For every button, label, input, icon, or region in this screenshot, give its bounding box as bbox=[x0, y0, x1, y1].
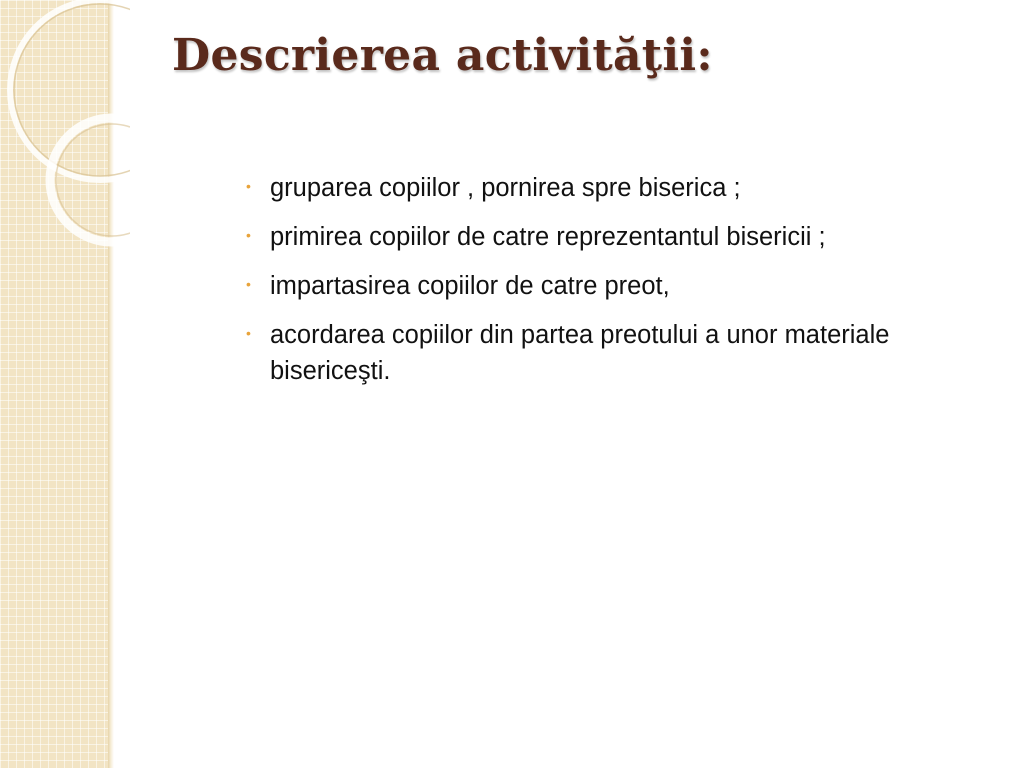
decorative-ring-upper bbox=[10, 0, 130, 180]
bullet-text: gruparea copiilor , pornirea spre biserica ; bbox=[270, 174, 741, 202]
bullet-text: primirea copiilor de catre reprezentantul bisericii ; bbox=[270, 223, 826, 251]
bullet-list bbox=[244, 170, 1004, 402]
decorative-rings bbox=[0, 0, 130, 260]
bullet-item bbox=[244, 317, 1004, 389]
bullet-dot-icon: • bbox=[246, 276, 251, 292]
bullet-item bbox=[244, 219, 1004, 255]
bullet-dot-icon: • bbox=[246, 325, 251, 341]
bullet-text: acordarea copiilor din partea preotului a unor materiale bisericeşti. bbox=[270, 321, 890, 385]
bullet-text: impartasirea copiilor de catre preot, bbox=[270, 272, 670, 300]
bullet-item bbox=[244, 170, 1004, 206]
bullet-dot-icon: • bbox=[246, 227, 251, 243]
bullet-dot-icon: • bbox=[246, 178, 251, 194]
slide-title: Descrierea activităţii: bbox=[172, 30, 713, 81]
bullet-item bbox=[244, 268, 1004, 304]
